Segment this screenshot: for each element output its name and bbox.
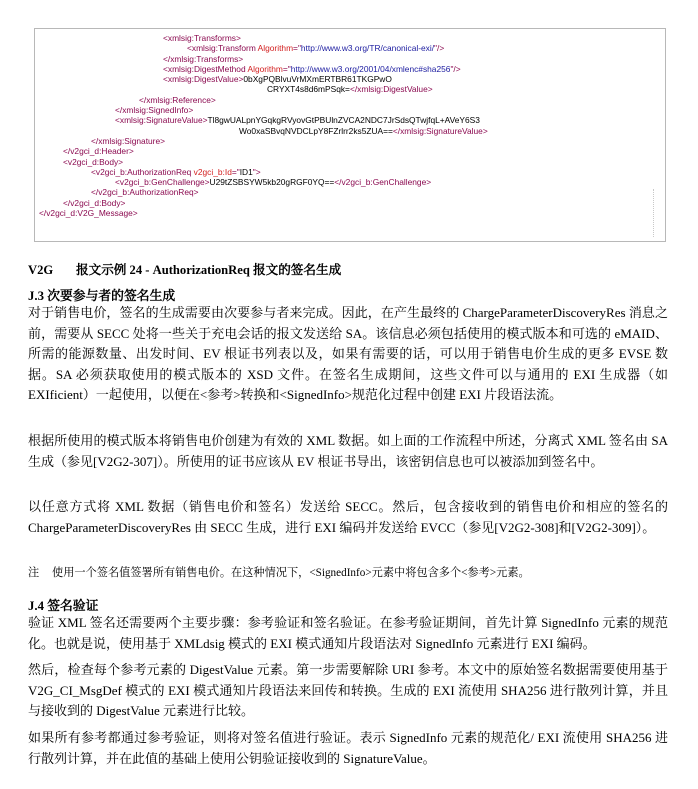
code-token: </xmlsig:SignedInfo> <box>115 105 194 116</box>
code-line <box>35 208 665 218</box>
section-j3-note <box>28 565 668 581</box>
caption-number: V2G <box>28 263 54 277</box>
code-token: </v2gci_d:V2G_Message> <box>39 208 138 219</box>
code-line <box>35 64 665 74</box>
xml-code-listing <box>34 28 666 242</box>
note-text: 使用一个签名值签署所有销售电价。在这种情况下，<SignedInfo>元素中将包含多个<参考>元素。 <box>52 567 530 579</box>
code-token: http://www.w3.org/TR/canonical-exi/ <box>300 43 435 54</box>
section-j3-paragraph-1: 对于销售电价，签名的生成需要由次要参与者来完成。因此，在产生最终的 ChargeParameterDiscoveryRes 消息之前，需要从 SECC 处将一些关于充电会话的报文发送给 SA。该信息必须包括使用的模式版本和可选的 eMAID、所需的能源数量、出发时间、EV 根证书列表以及，如果有需要的话，可以用于销售电价生成的更多 EVSE 数据。SA 必须获取使用的模式版本的 XSD 文件。在签名生成期间，这些文件可以与通用的 EXI 生成器（如 EXIficient）一起使用，以便在<参考>转换和<SignedInfo>规范化过程中创建 EXI 片段语法流。 <box>28 305 668 402</box>
code-token: <v2gci_b:GenChallenge> <box>115 177 210 188</box>
code-token: </xmlsig:DigestValue> <box>349 84 433 95</box>
code-token: Algorithm <box>257 43 294 54</box>
code-line <box>35 136 665 146</box>
code-token: </v2gci_d:Header> <box>63 146 134 157</box>
code-token: </v2gci_b:GenChallenge> <box>334 177 432 188</box>
code-line <box>35 105 665 115</box>
code-token: </xmlsig:SignatureValue> <box>392 125 488 136</box>
code-token: v2gci_b:Id <box>193 166 232 177</box>
code-line <box>35 43 665 53</box>
code-token: ID1 <box>239 166 253 177</box>
code-line <box>35 54 665 64</box>
code-line <box>35 33 665 43</box>
code-line <box>35 74 665 84</box>
section-j3-paragraph-2: 根据所使用的模式版本将销售电价创建为有效的 XML 数据。如上面的工作流程中所述，分离式 XML 签名由 SA 生成（参见[V2G2-307]）。所使用的证书应该从 EV 根证书导出，该密钥信息也可以被添加到签名中。 <box>28 433 668 469</box>
code-token: <xmlsig:DigestMethod <box>163 63 248 74</box>
code-token: </xmlsig:Signature> <box>91 135 166 146</box>
code-line <box>35 84 665 94</box>
section-j4-paragraph-3: 如果所有参考都通过参考验证，则将对签名值进行验证。表示 SignedInfo 元素的规范化/ EXI 流使用 SHA256 进行散列计算，并在此值的基础上使用公钥验证接收到的 SignatureValue。 <box>28 730 668 766</box>
code-token: </v2gci_b:AuthorizationReq> <box>91 187 199 198</box>
code-token: =" <box>231 166 240 177</box>
caption-text: 报文示例 24 - AuthorizationReq 报文的签名生成 <box>76 263 342 277</box>
note-label: 注 <box>28 567 40 579</box>
code-line <box>35 198 665 208</box>
code-token: </xmlsig:Reference> <box>139 94 216 105</box>
code-token: "/> <box>450 63 461 74</box>
section-j3-heading: J.3 次要参与者的签名生成 <box>28 289 176 303</box>
scroll-hint <box>653 189 657 237</box>
section-j4-paragraph-1: 验证 XML 签名还需要两个主要步骤：参考验证和签名验证。在参考验证期间，首先计算 SignedInfo 元素的规范化。也就是说，使用基于 XMLdsig 模式的 EXI 模式通知片段语法对 SignedInfo 元素进行 EXI 编码。 <box>28 615 668 651</box>
code-token: <xmlsig:DigestValue> <box>163 74 244 85</box>
code-line <box>35 115 665 125</box>
code-token: </xmlsig:Transforms> <box>163 53 244 64</box>
code-token: </v2gci_d:Body> <box>63 197 126 208</box>
code-line <box>35 146 665 156</box>
code-token: <xmlsig:SignatureValue> <box>115 115 208 126</box>
code-token: =" <box>282 63 291 74</box>
code-token: "> <box>252 166 261 177</box>
code-token: Tl8gwUALpnYGqkgRVyovGtPBUlnZVCA2NDC7JrSdsQTwjfqL+AVeY6S3 <box>207 115 480 126</box>
section-j4-heading: J.4 签名验证 <box>28 599 99 613</box>
code-line <box>35 157 665 167</box>
code-line <box>35 126 665 136</box>
section-j4-paragraph-2: 然后，检查每个参考元素的 DigestValue 元素。第一步需要解除 URI 参考。本文中的原始签名数据需要使用基于 V2G_CI_MsgDef 模式的 EXI 模式通知片段语法来回传和转换。生成的 EXI 流使用 SHA256 进行散列计算，并且与接收到的 DigestValue 元素进行比较。 <box>28 662 668 718</box>
code-token: Wo0xaSBvqNVDCLpY8FZrlrr2ks5ZUA== <box>239 125 393 136</box>
code-token: http://www.w3.org/2001/04/xmlenc#sha256 <box>290 63 451 74</box>
code-token: "/> <box>434 43 445 54</box>
code-token: <v2gci_b:AuthorizationReq <box>91 166 194 177</box>
code-token: <xmlsig:Transforms> <box>163 33 241 43</box>
section-j3-paragraph-3: 以任意方式将 XML 数据（销售电价和签名）发送给 SECC。然后，包含接收到的销售电价和相应的签名的 ChargeParameterDiscoveryRes 由 SECC 生成，进行 EXI 编码并发送给 EVCC（参见[V2G2-308]和[V2G2-309]）。 <box>28 499 668 535</box>
code-token: <v2gci_d:Body> <box>63 156 124 167</box>
code-line <box>35 95 665 105</box>
code-line <box>35 167 665 177</box>
code-token: U29tZSBSYW5kb20gRGF0YQ== <box>209 177 335 188</box>
xml-code-lines <box>35 33 665 218</box>
code-token: 0bXgPQBlvuVrMXmERTBR61TKGPwO <box>243 74 392 85</box>
code-token: Algorithm <box>247 63 283 74</box>
code-token: CRYXT4s8d6mPSqk= <box>267 84 350 95</box>
code-line <box>35 187 665 197</box>
code-token: =" <box>293 43 301 54</box>
code-token: <xmlsig:Transform <box>187 43 258 54</box>
code-line <box>35 177 665 187</box>
example-caption <box>28 259 341 278</box>
